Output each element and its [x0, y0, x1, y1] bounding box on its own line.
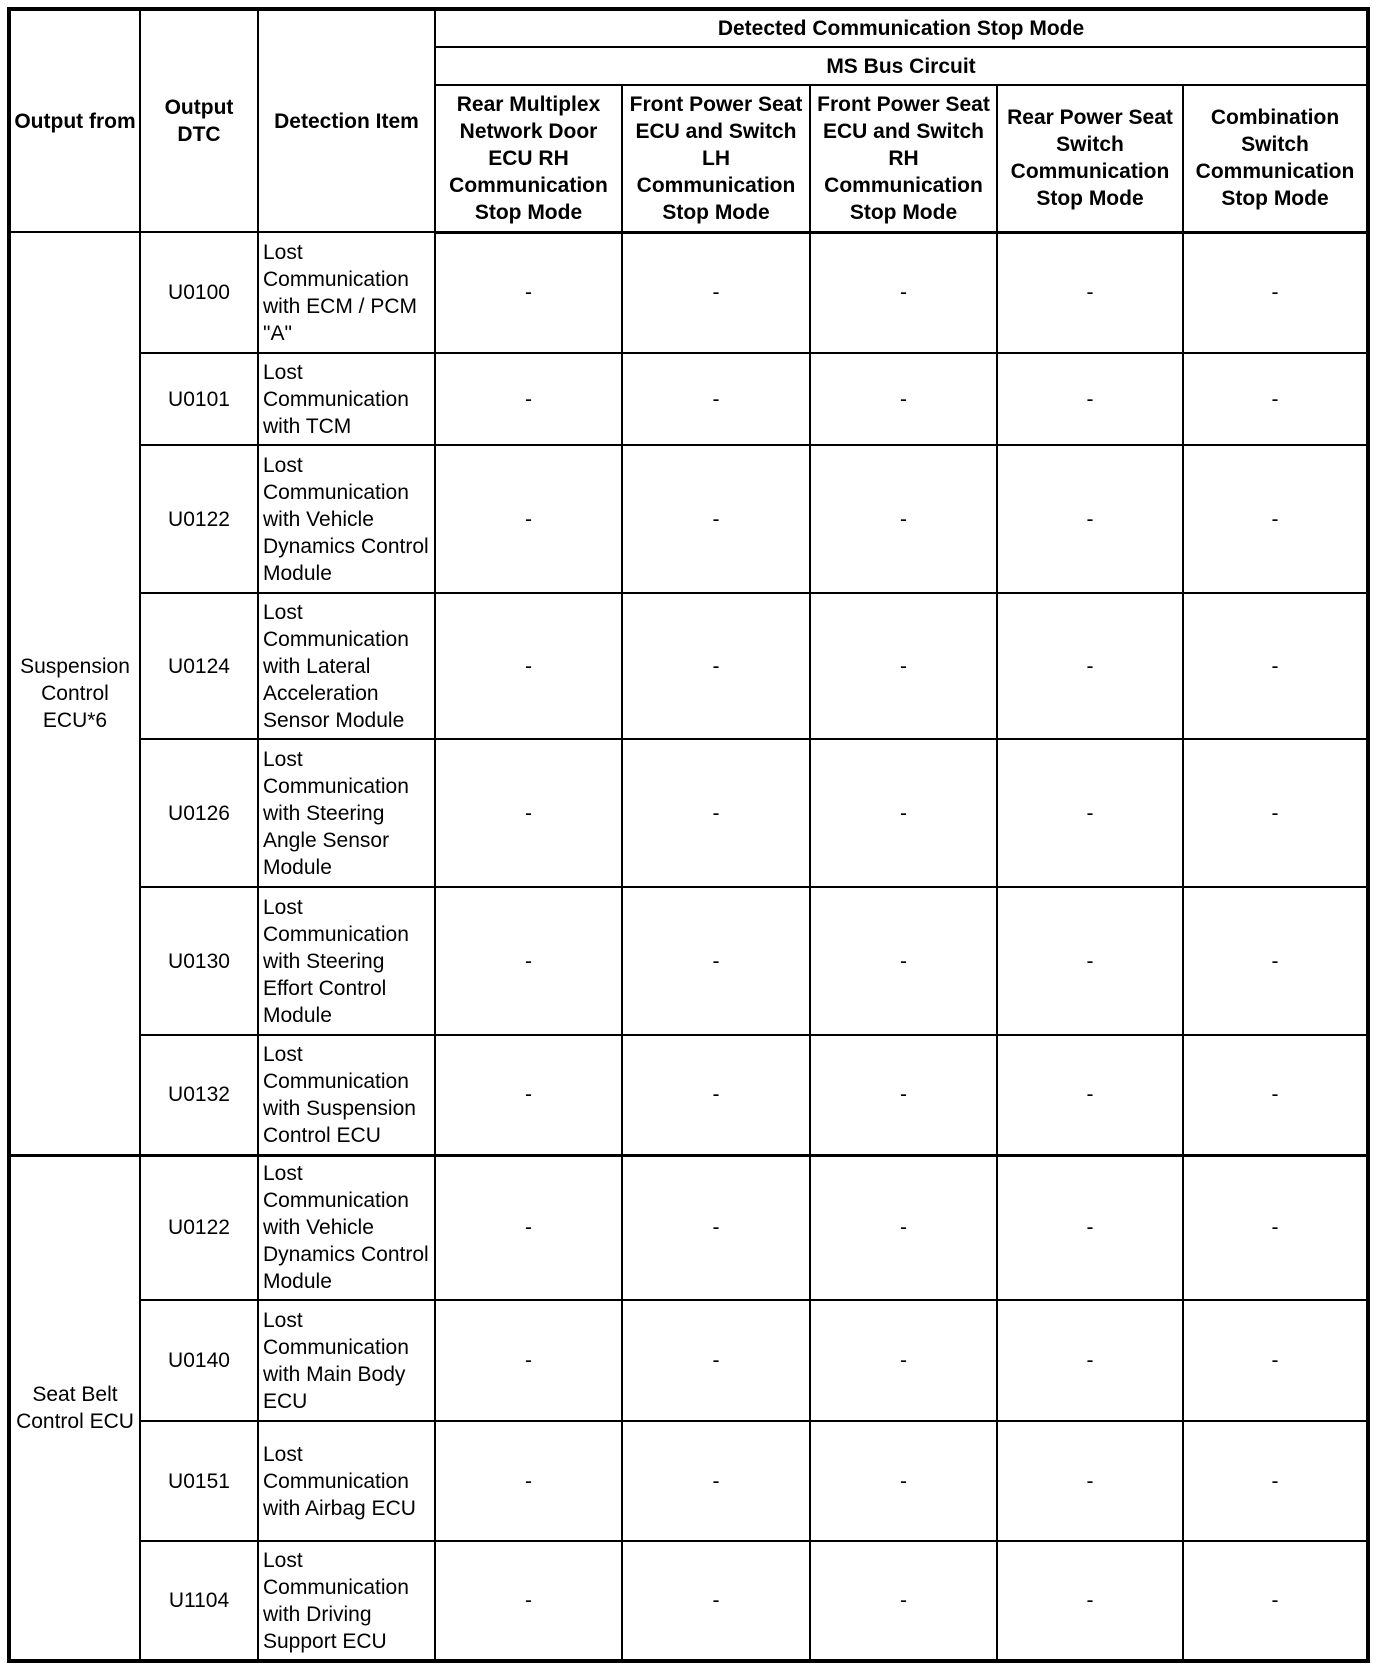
mode-value-cell: -	[435, 1035, 622, 1155]
table-row	[9, 445, 1368, 593]
mode-value-cell: -	[810, 1541, 997, 1661]
dtc-communication-stop-table	[7, 7, 1370, 1663]
detection-item-cell: Lost Communication with Lateral Acceleration Sensor Module	[258, 593, 435, 739]
mode-value-cell: -	[997, 1300, 1183, 1421]
dtc-cell: U0140	[140, 1300, 258, 1421]
mode-value-cell: -	[1183, 353, 1368, 445]
table-row	[9, 1035, 1368, 1155]
dtc-cell: U0126	[140, 739, 258, 887]
table-row	[9, 1300, 1368, 1421]
detection-item-cell: Lost Communication with Vehicle Dynamics Control Module	[258, 445, 435, 593]
detection-item-cell: Lost Communication with Airbag ECU	[258, 1421, 435, 1541]
header-mode: Rear Multiplex Network Door ECU RH Communication Stop Mode	[435, 85, 622, 232]
mode-value-cell: -	[435, 593, 622, 739]
mode-value-cell: -	[1183, 1541, 1368, 1661]
mode-value-cell: -	[810, 353, 997, 445]
mode-value-cell: -	[1183, 445, 1368, 593]
mode-value-cell: -	[997, 445, 1183, 593]
table-row	[9, 1541, 1368, 1661]
table-row	[9, 887, 1368, 1035]
detection-item-cell: Lost Communication with TCM	[258, 353, 435, 445]
output-from-cell: Seat Belt Control ECU	[9, 1155, 140, 1661]
mode-value-cell: -	[435, 232, 622, 353]
table-row	[9, 353, 1368, 445]
table-row	[9, 1155, 1368, 1300]
mode-value-cell: -	[435, 445, 622, 593]
mode-value-cell: -	[997, 1541, 1183, 1661]
mode-value-cell: -	[997, 887, 1183, 1035]
detection-item-cell: Lost Communication with Steering Effort Control Module	[258, 887, 435, 1035]
mode-value-cell: -	[997, 1035, 1183, 1155]
mode-value-cell: -	[435, 1300, 622, 1421]
mode-value-cell: -	[997, 1421, 1183, 1541]
mode-value-cell: -	[1183, 1035, 1368, 1155]
mode-value-cell: -	[622, 353, 810, 445]
mode-value-cell: -	[810, 1300, 997, 1421]
table-row	[9, 232, 1368, 353]
detection-item-cell: Lost Communication with ECM / PCM "A"	[258, 232, 435, 353]
detection-item-cell: Lost Communication with Steering Angle Sensor Module	[258, 739, 435, 887]
header-output-dtc: Output DTC	[140, 9, 258, 232]
mode-value-cell: -	[622, 445, 810, 593]
header-mode: Rear Power Seat Switch Communication Stop Mode	[997, 85, 1183, 232]
header-mode: Front Power Seat ECU and Switch RH Communication Stop Mode	[810, 85, 997, 232]
table-row	[9, 1421, 1368, 1541]
dtc-cell: U0151	[140, 1421, 258, 1541]
mode-value-cell: -	[622, 1541, 810, 1661]
mode-value-cell: -	[435, 1541, 622, 1661]
mode-value-cell: -	[622, 593, 810, 739]
mode-value-cell: -	[997, 353, 1183, 445]
mode-value-cell: -	[622, 739, 810, 887]
header-detected-mode: Detected Communication Stop Mode	[435, 9, 1368, 47]
mode-value-cell: -	[1183, 1300, 1368, 1421]
header-mode: Combination Switch Communication Stop Mode	[1183, 85, 1368, 232]
mode-value-cell: -	[1183, 739, 1368, 887]
mode-value-cell: -	[997, 739, 1183, 887]
mode-value-cell: -	[435, 739, 622, 887]
mode-value-cell: -	[1183, 887, 1368, 1035]
mode-value-cell: -	[1183, 1155, 1368, 1300]
mode-value-cell: -	[810, 1421, 997, 1541]
mode-value-cell: -	[622, 1035, 810, 1155]
mode-value-cell: -	[435, 887, 622, 1035]
dtc-cell: U0101	[140, 353, 258, 445]
mode-value-cell: -	[810, 887, 997, 1035]
header-mode: Front Power Seat ECU and Switch LH Communication Stop Mode	[622, 85, 810, 232]
mode-value-cell: -	[435, 353, 622, 445]
detection-item-cell: Lost Communication with Suspension Control ECU	[258, 1035, 435, 1155]
header-output-from: Output from	[9, 9, 140, 232]
mode-value-cell: -	[997, 593, 1183, 739]
mode-value-cell: -	[810, 445, 997, 593]
mode-value-cell: -	[1183, 1421, 1368, 1541]
table-row	[9, 739, 1368, 887]
dtc-cell: U0130	[140, 887, 258, 1035]
mode-value-cell: -	[1183, 593, 1368, 739]
dtc-cell: U0122	[140, 1155, 258, 1300]
dtc-cell: U0124	[140, 593, 258, 739]
dtc-cell: U1104	[140, 1541, 258, 1661]
output-from-cell: Suspension Control ECU*6	[9, 232, 140, 1155]
detection-item-cell: Lost Communication with Vehicle Dynamics Control Module	[258, 1155, 435, 1300]
mode-value-cell: -	[622, 1300, 810, 1421]
mode-value-cell: -	[622, 1421, 810, 1541]
mode-value-cell: -	[622, 1155, 810, 1300]
mode-value-cell: -	[810, 593, 997, 739]
mode-value-cell: -	[997, 1155, 1183, 1300]
header-bus-circuit: MS Bus Circuit	[435, 47, 1368, 85]
mode-value-cell: -	[1183, 232, 1368, 353]
detection-item-cell: Lost Communication with Driving Support ECU	[258, 1541, 435, 1661]
mode-value-cell: -	[810, 739, 997, 887]
mode-value-cell: -	[997, 232, 1183, 353]
table-row	[9, 593, 1368, 739]
mode-value-cell: -	[435, 1155, 622, 1300]
dtc-cell: U0132	[140, 1035, 258, 1155]
header-detection-item: Detection Item	[258, 9, 435, 232]
dtc-cell: U0122	[140, 445, 258, 593]
mode-value-cell: -	[622, 232, 810, 353]
mode-value-cell: -	[435, 1421, 622, 1541]
mode-value-cell: -	[810, 232, 997, 353]
mode-value-cell: -	[622, 887, 810, 1035]
mode-value-cell: -	[810, 1035, 997, 1155]
mode-value-cell: -	[810, 1155, 997, 1300]
dtc-cell: U0100	[140, 232, 258, 353]
detection-item-cell: Lost Communication with Main Body ECU	[258, 1300, 435, 1421]
